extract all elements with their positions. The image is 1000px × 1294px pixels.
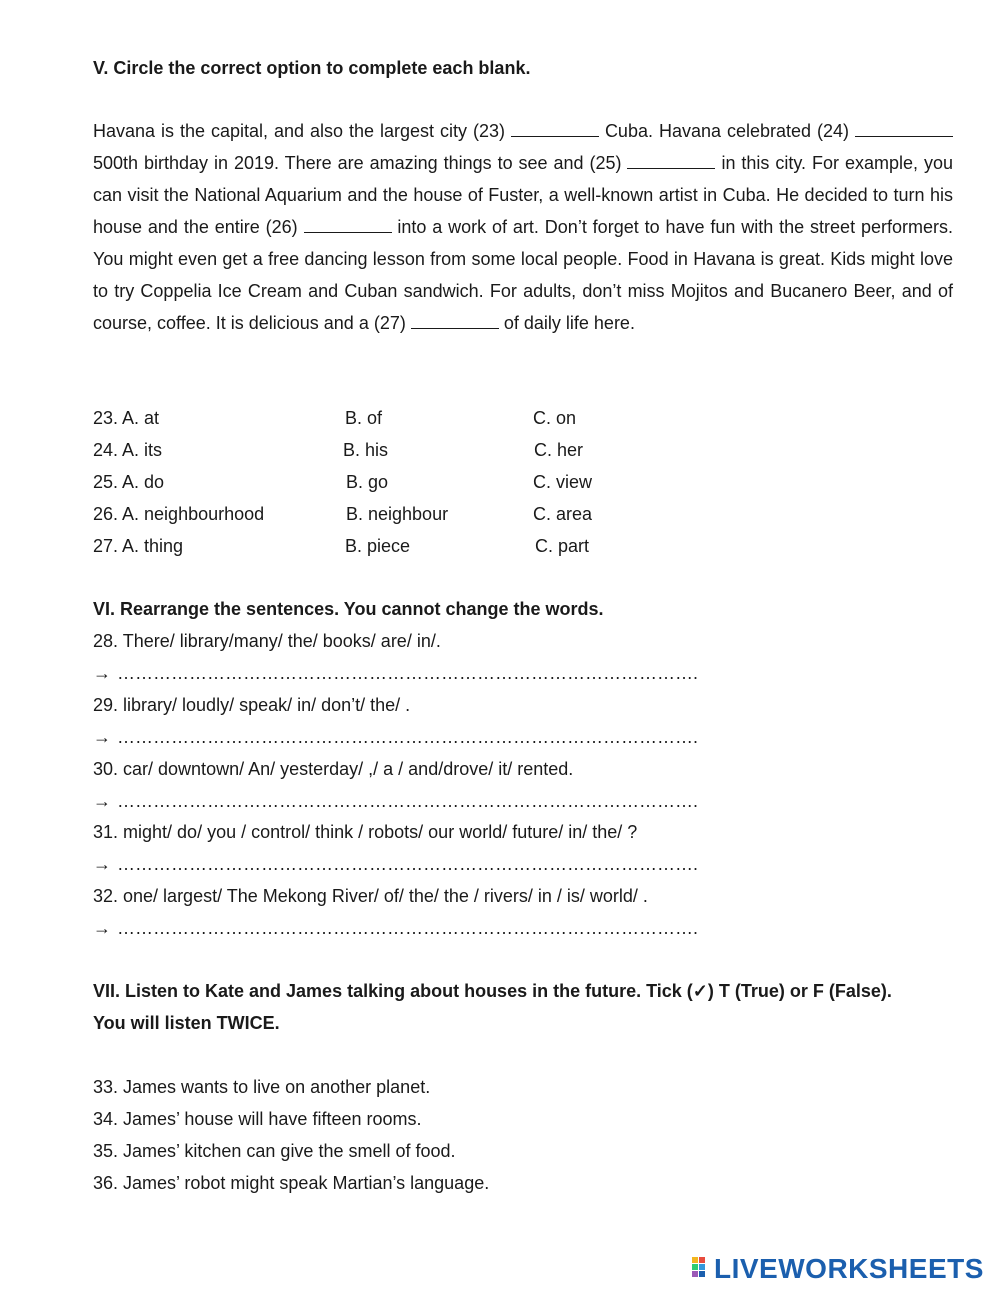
passage-text-2: Cuba. Havana celebrated (24) xyxy=(604,121,849,141)
blank-23[interactable] xyxy=(511,122,599,137)
statement-34: 34. James’ house will have fifteen rooms. xyxy=(93,1109,422,1129)
answer-dots: ……………………………………………………………………………………. xyxy=(117,727,699,747)
rearrange-item-32: 32. one/ largest/ The Mekong River/ of/ the/ the / rivers/ in / is/ world/ . xyxy=(93,886,648,906)
liveworksheets-logo xyxy=(692,1252,992,1286)
option-b[interactable]: B. go xyxy=(346,472,389,492)
option-c[interactable]: C. view xyxy=(533,472,593,492)
question-25-options xyxy=(93,466,793,498)
answer-line-32[interactable] xyxy=(93,912,698,944)
question-26-options xyxy=(93,498,793,530)
answer-line-31[interactable] xyxy=(93,848,698,880)
liveworksheets-logo-icon xyxy=(692,1257,714,1281)
blank-24[interactable] xyxy=(855,122,953,137)
rearrange-item-28: 28. There/ library/many/ the/ books/ are/ in/. xyxy=(93,631,441,651)
passage-text-6: of daily life here. xyxy=(503,313,635,333)
answer-line-30[interactable] xyxy=(93,785,698,817)
passage-text-3: 500th birthday in 2019. There are amazing things to see and (25) xyxy=(93,153,622,173)
option-a[interactable]: 24. A. its xyxy=(93,440,163,460)
answer-dots: ……………………………………………………………………………………. xyxy=(117,791,699,811)
blank-26[interactable] xyxy=(304,218,392,233)
arrow-icon: → xyxy=(93,791,111,811)
answer-line-29[interactable] xyxy=(93,721,698,753)
answer-line-28[interactable] xyxy=(93,657,698,689)
option-a[interactable]: 23. A. at xyxy=(93,408,160,428)
section-v-heading: V. Circle the correct option to complete each blank. xyxy=(93,58,531,78)
option-a[interactable]: 27. A. thing xyxy=(93,536,184,556)
option-c[interactable]: C. part xyxy=(535,536,590,556)
blank-25[interactable] xyxy=(627,154,715,169)
rearrange-item-31: 31. might/ do/ you / control/ think / robots/ our world/ future/ in/ the/ ? xyxy=(93,822,638,842)
section-vi-heading: VI. Rearrange the sentences. You cannot change the words. xyxy=(93,599,604,619)
answer-dots: ……………………………………………………………………………………. xyxy=(117,663,699,683)
option-c[interactable]: C. on xyxy=(533,408,577,428)
option-c[interactable]: C. her xyxy=(534,440,584,460)
statement-33: 33. James wants to live on another planet. xyxy=(93,1077,431,1097)
option-c[interactable]: C. area xyxy=(533,504,593,524)
arrow-icon: → xyxy=(93,727,111,747)
rearrange-item-29: 29. library/ loudly/ speak/ in/ don’t/ the/ . xyxy=(93,695,411,715)
option-a[interactable]: 25. A. do xyxy=(93,472,165,492)
section-vii-heading-line2: You will listen TWICE. xyxy=(93,1013,280,1033)
arrow-icon: → xyxy=(93,854,111,874)
answer-dots: ……………………………………………………………………………………. xyxy=(117,918,699,938)
arrow-icon: → xyxy=(93,918,111,938)
liveworksheets-logo-text: LIVEWORKSHEETS xyxy=(714,1253,984,1284)
rearrange-item-30: 30. car/ downtown/ An/ yesterday/ ,/ a / and/drove/ it/ rented. xyxy=(93,759,574,779)
statement-35: 35. James’ kitchen can give the smell of food. xyxy=(93,1141,456,1161)
passage-text-5: into a work of art. Don’t forget to have fun with the street performers. You might even get a free dancing lesson from some local people. Food in Havana is great. Kids might love to try Coppelia Ice Cream and Cuban sandwich. For adults, don’t miss Mojitos and Bucanero Beer, and of course, coffee. It is delicious and a (27) xyxy=(93,217,953,333)
question-23-options xyxy=(93,402,793,434)
option-b[interactable]: B. neighbour xyxy=(346,504,449,524)
statement-36: 36. James’ robot might speak Martian’s language. xyxy=(93,1173,490,1193)
question-24-options xyxy=(93,434,793,466)
answer-dots: ……………………………………………………………………………………. xyxy=(117,854,699,874)
option-b[interactable]: B. piece xyxy=(345,536,411,556)
arrow-icon: → xyxy=(93,663,111,683)
option-b[interactable]: B. of xyxy=(345,408,383,428)
question-27-options xyxy=(93,530,793,562)
cloze-passage xyxy=(93,115,953,339)
option-a[interactable]: 26. A. neighbourhood xyxy=(93,504,265,524)
section-vii-heading: VII. Listen to Kate and James talking about houses in the future. Tick (✓) T (True) or F (False). xyxy=(93,981,892,1001)
passage-text-1: Havana is the capital, and also the largest city (23) xyxy=(93,121,505,141)
blank-27[interactable] xyxy=(411,314,499,329)
option-b[interactable]: B. his xyxy=(343,440,389,460)
passage-text-4: in this city. For example, you can visit the National Aquarium and the house of Fuster, a well-known artist in Cuba. He decided to turn his house and the entire (26) xyxy=(93,153,953,237)
